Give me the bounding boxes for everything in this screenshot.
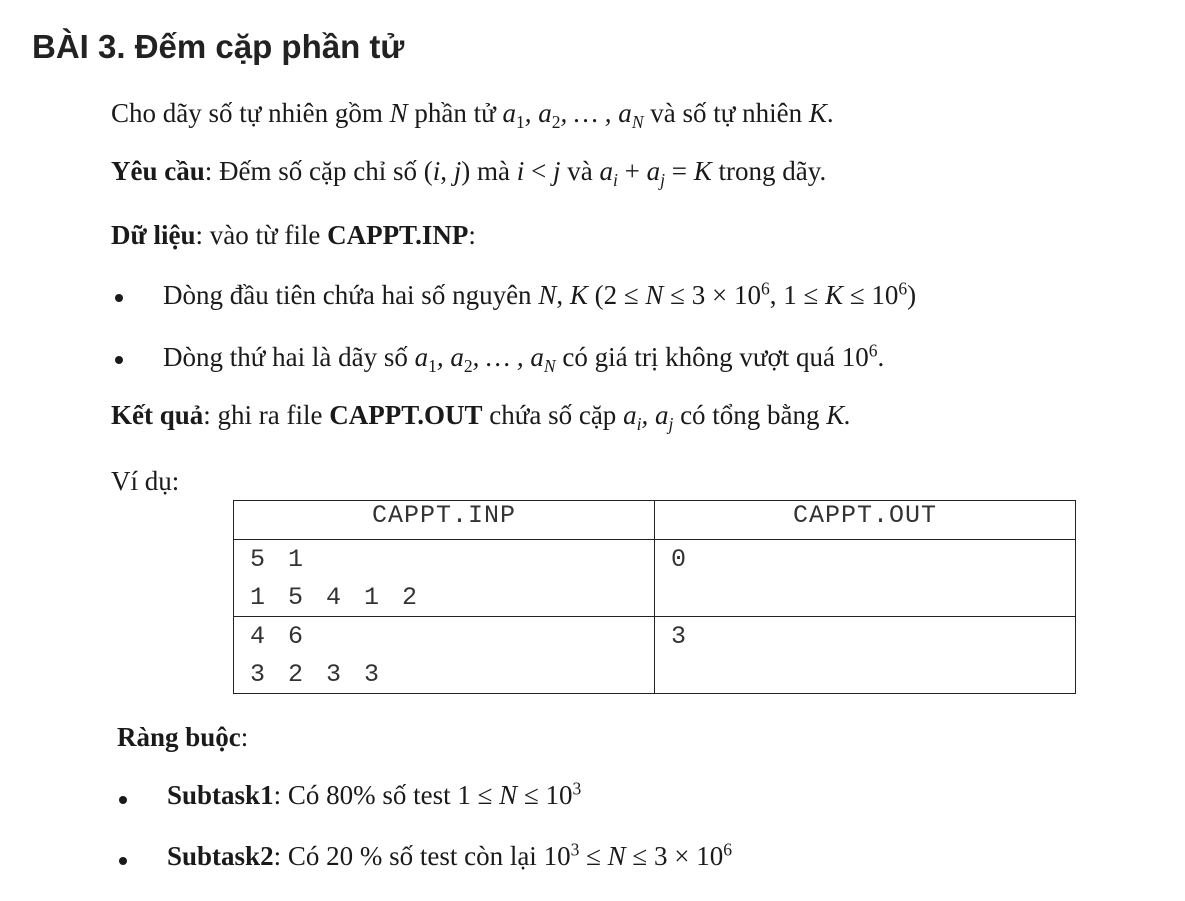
- requirement-text2: mà: [476, 156, 510, 186]
- header-inp: CAPPT.INP: [234, 501, 655, 540]
- input-file: CAPPT.INP: [327, 220, 469, 250]
- requirement-label: Yêu cầu: [111, 156, 205, 186]
- var-N: N: [389, 98, 408, 128]
- table-row: [234, 617, 1076, 694]
- cell-line: 3 2 3 3: [250, 660, 380, 689]
- requirement-text4: trong dãy.: [718, 156, 827, 186]
- intro-pre: Cho dãy số tự nhiên gồm: [111, 98, 383, 128]
- constraints-line: [117, 720, 248, 754]
- requirement-text3: và: [567, 156, 593, 186]
- output-text1: : ghi ra file: [203, 400, 323, 430]
- cell-inp: [234, 540, 655, 617]
- input-text: : vào từ file: [195, 220, 321, 250]
- subtask-text: : Có 80% số test: [273, 780, 451, 810]
- table-header-row: [234, 501, 1076, 540]
- bullet-dot: [119, 796, 127, 804]
- subtask-1: Subtask1: Có 80% số test $1 \le N \le 10^3$: [167, 778, 582, 810]
- pair-expr: (i, j): [423, 156, 471, 186]
- bullet-dot: [115, 356, 123, 364]
- intro-and: và số tự nhiên: [650, 98, 803, 128]
- intro-mid: phần tử: [414, 98, 496, 128]
- subtask-name: Subtask1: [167, 780, 274, 810]
- input-bullet-2: Dòng thứ hai là dãy số $a_1$, $a_2$, … , $a_N$ có giá trị không vượt quá $10^6$.: [163, 340, 885, 377]
- cell-line: 1 5 4 1 2: [250, 583, 418, 612]
- intro-end: .: [826, 98, 834, 128]
- output-file: CAPPT.OUT: [329, 400, 483, 430]
- sum-expr: $a_i + a_j = K$: [599, 156, 712, 191]
- input-bullet-1: Dòng đầu tiên chứa hai số nguyên N, K ($2 \le N \le 3 \times 10^6$, $1 \le K \le 10^6$): [163, 278, 917, 310]
- cell-inp: [234, 617, 655, 694]
- output-line: [111, 398, 852, 435]
- cell-line: 0: [671, 545, 687, 574]
- requirement-text1: : Đếm số cặp chỉ số: [204, 156, 417, 186]
- bullet-dot: [119, 857, 127, 865]
- cell-line: 4 6: [250, 622, 304, 651]
- subtask-text: : Có 20 % số test còn lại: [273, 841, 537, 871]
- cell-out: [655, 540, 1076, 617]
- cell-line: 3: [671, 622, 687, 651]
- input-colon: :: [468, 220, 476, 250]
- bullet-dot: [115, 294, 123, 302]
- example-table: [233, 500, 1076, 694]
- constraints-colon: :: [240, 722, 249, 752]
- input-line: [111, 218, 476, 252]
- cell-line: 5 1: [250, 545, 304, 574]
- output-label: Kết quả: [111, 400, 204, 430]
- intro-line: [111, 96, 834, 133]
- header-out: CAPPT.OUT: [655, 501, 1076, 540]
- page-title: BÀI 3. Đếm cặp phần tử: [32, 28, 405, 65]
- constraints-label: Ràng buộc: [117, 722, 241, 752]
- var-K: K: [808, 98, 827, 128]
- example-label: Ví dụ:: [111, 466, 180, 496]
- output-pair-expr: $a_i$, $a_j$: [623, 400, 674, 435]
- subtask-name: Subtask2: [167, 841, 274, 871]
- cond-expr: i < j: [516, 156, 561, 186]
- table-row: [234, 540, 1076, 617]
- requirement-line: [111, 154, 827, 191]
- output-text3: có tổng bằng: [680, 400, 820, 430]
- output-K: K.: [826, 400, 852, 430]
- sequence-expr: $a_1$, $a_2$, … , $a_N$: [502, 98, 644, 133]
- cell-out: [655, 617, 1076, 694]
- input-label: Dữ liệu: [111, 220, 196, 250]
- output-text2: chứa số cặp: [489, 400, 617, 430]
- subtask-2: Subtask2: Có 20 % số test còn lại $10^3 \le N \le 3 \times 10^6$: [167, 839, 732, 871]
